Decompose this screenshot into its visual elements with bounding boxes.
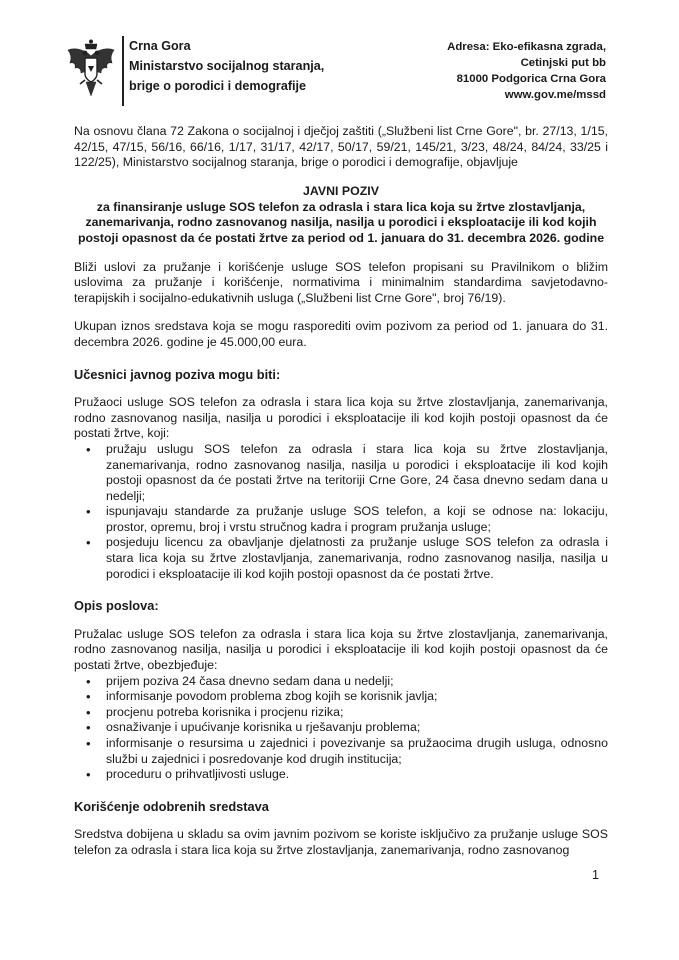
list-item: • prijem poziva 24 časa dnevno sedam dana u nedelji;	[106, 674, 608, 690]
participants-intro: Pružaoci usluge SOS telefon za odrasla i stara lica koja su žrtve zlostavljanja, zanemarivanja, rodno zasnovanog nasilja, nasilja u porodici i eksploatacije ili kod kojih postoji opasnost da će postati žrtve, koji:	[74, 395, 608, 441]
institution-address	[447, 39, 606, 103]
institution-line: brige o porodici i demografije	[129, 79, 307, 93]
job-description-intro: Pružalac usluge SOS telefon za odrasla i stara lica koja su žrtve zlostavljanja, zanemarivanja, rodno zasnovanog nasilja, nasilja u porodici i eksploatacije ili kod kojih postoji opasnost da će postati žrtve, obezbjeđuje:	[74, 626, 608, 673]
page-number: 1	[592, 868, 599, 882]
title-main: JAVNI POZIV	[303, 183, 379, 198]
list-item: • posjeduju licencu za obavljanje djelatnosti za pružanje usluge SOS telefon za odrasla i stara lica koja su žrtve zlostavljanja, zanemarivanja, rodno zasnovanog nasilja, nasilja u porodici i eksploatacije ili kod kojih postoji opasnost da će postati žrtve.	[106, 535, 608, 582]
address-line: Adresa: Eko-efikasna zgrada,	[447, 41, 606, 53]
address-line: Cetinjski put bb	[520, 57, 606, 69]
title-subtitle: za finansiranje usluge SOS telefon za odrasla i stara lica koja su žrtve zlostavljanja, zanemarivanja, rodno zasnovanog nasilja, nasilja u porodici i eksploatacije ili kod kojih postoji opasnost da će postati žrtve za period od 1. januara do 31. decembra 2026. godine	[77, 199, 605, 245]
document-title	[74, 183, 608, 247]
letterhead	[66, 36, 606, 108]
institution-name	[129, 36, 324, 96]
job-description-list	[74, 674, 608, 783]
institution-line: Ministarstvo socijalnog staranja,	[129, 59, 325, 73]
list-item: • osnaživanje i upućivanje korisnika u rješavanju problema;	[106, 720, 608, 736]
list-item: • proceduru o prihvatljivosti usluge.	[106, 767, 608, 783]
institution-line: Crna Gora	[129, 39, 191, 53]
header-divider	[122, 36, 124, 106]
list-item: • informisanje povodom problema zbog kojih se korisnik javlja;	[106, 689, 608, 705]
conditions-paragraph: Bliži uslovi za pružanje i korišćenje usluge SOS telefon propisani su Pravilnikom o bližim uslovima za pružanje i korišćenje, normativima i minimalnim standardima savjetodavno-terapijskih i socijalno-edukativnih usluga („Službeni list Crne Gore", broj 76/19).	[74, 259, 608, 305]
document-body	[74, 124, 608, 859]
address-line: 81000 Podgorica Crna Gora	[456, 73, 606, 85]
job-description-heading: Opis poslova:	[74, 598, 159, 614]
amount-paragraph: Ukupan iznos sredstava koja se mogu rasporediti ovim pozivom za period od 1. januara do 31. decembra 2026. godine je 45.000,00 eura.	[74, 319, 608, 349]
participants-heading: Učesnici javnog poziva mogu biti:	[74, 366, 281, 382]
list-item: • ispunjavaju standarde za pružanje usluge SOS telefon, a koji se odnose na: lokaciju, prostor, opremu, broj i vrstu stručnog kadra i program pružanja usluge;	[106, 504, 608, 535]
funds-usage-paragraph: Sredstva dobijena u skladu sa ovim javnim pozivom se koriste isključivo za pružanje usluge SOS telefon za odrasla i stara lica koja su žrtve zlostavljanja, zanemarivanja, rodno zasnovanog	[74, 827, 608, 857]
intro-paragraph: Na osnovu člana 72 Zakona o socijalnoj i dječjoj zaštiti („Službeni list Crne Gore", br. 27/13, 1/15, 42/15, 47/15, 56/16, 66/16, 1/17, 31/17, 42/17, 50/17, 59/21, 145/21, 3/23, 48/24, 84/24, 33/25 i 122/25), Ministarstvo socijalnog staranja, brige o porodici i demografije, objavljuje	[74, 124, 608, 170]
website-link[interactable]: www.gov.me/mssd	[504, 89, 606, 101]
participants-list	[74, 442, 608, 582]
coat-of-arms-icon	[66, 38, 116, 100]
list-item: • informisanje o resursima u zajednici i povezivanje sa pružaocima drugih usluga, odnosno službi u zajednici i posredovanje kod drugih institucija;	[106, 736, 608, 767]
list-item: • pružaju uslugu SOS telefon za odrasla i stara lica koja su žrtve zlostavljanja, zanemarivanja, rodno zasnovanog nasilja, nasilja u porodici i eksploatacije ili kod kojih postoji opasnost da će postati žrtve na teritoriji Crne Gore, 24 časa dnevno sedam dana u nedelji;	[106, 442, 608, 504]
funds-usage-heading: Korišćenje odobrenih sredstava	[74, 798, 269, 814]
list-item: • procjenu potreba korisnika i procjenu rizika;	[106, 705, 608, 721]
